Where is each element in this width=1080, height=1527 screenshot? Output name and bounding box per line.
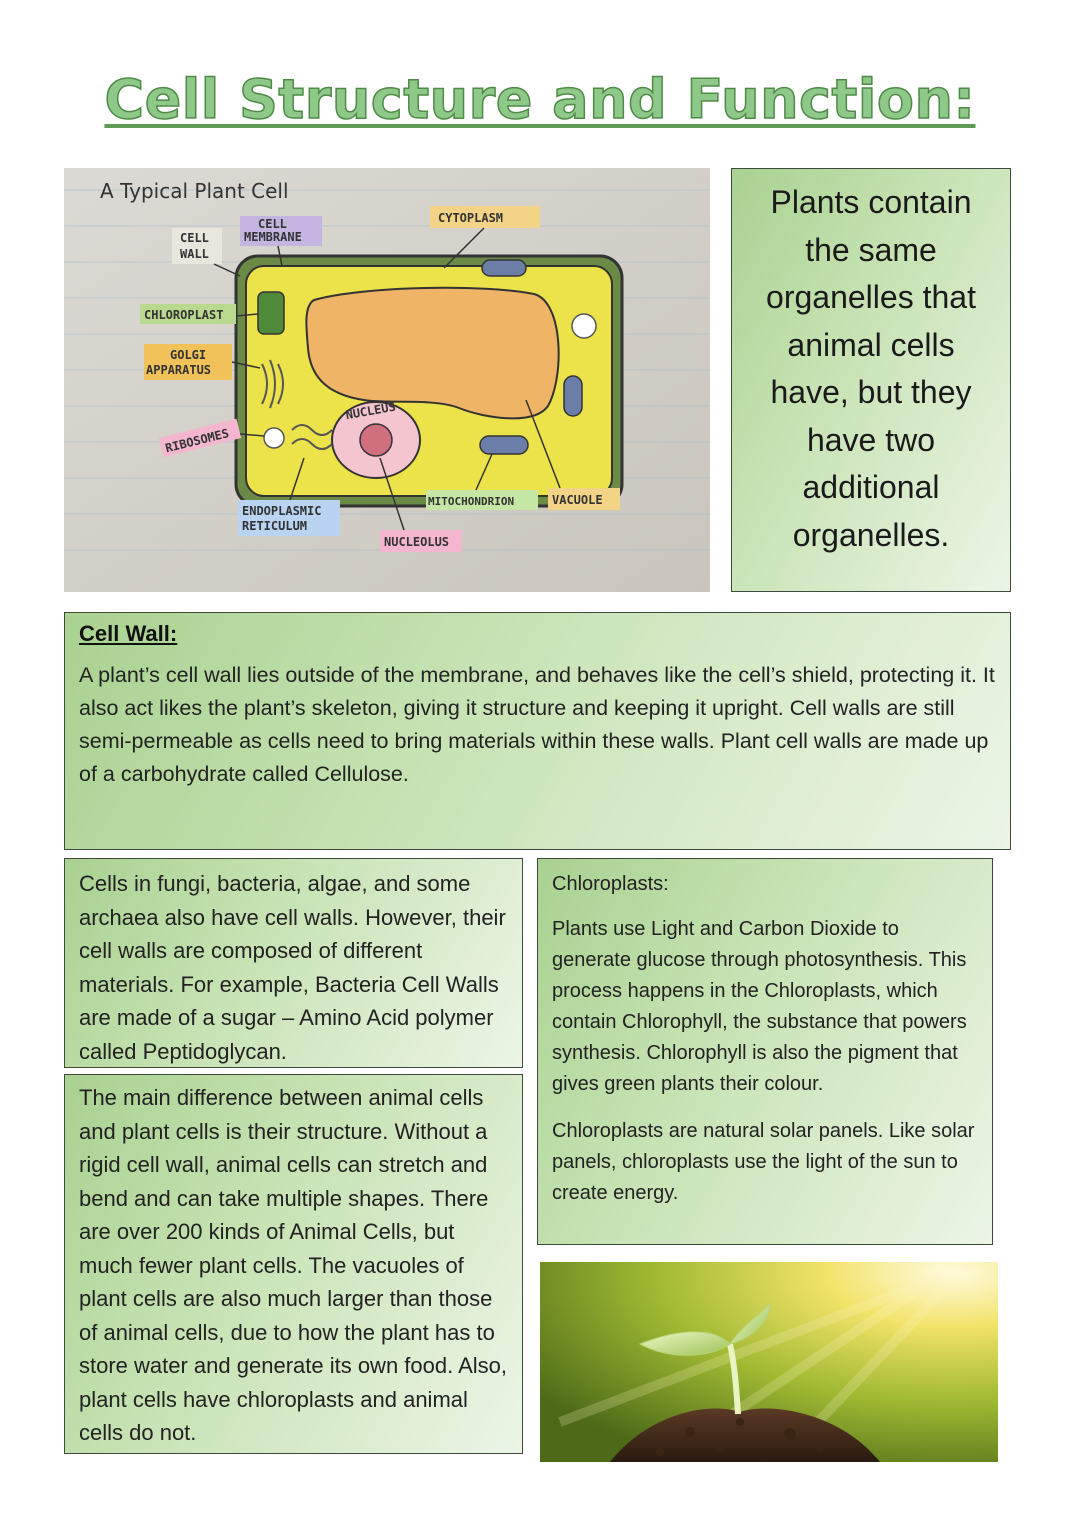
label-nucleus: NUCLEUS [344,399,397,423]
mitochondrion-shape [482,260,526,276]
chloroplast-shape [258,292,284,334]
label-cell-wall-2: WALL [180,247,209,261]
page-title: Cell Structure and Function: [104,68,976,131]
label-er-1: ENDOPLASMIC [242,504,322,518]
label-membrane-2: MEMBRANE [244,230,302,244]
chloroplasts-paragraph-1: Plants use Light and Carbon Dioxide to generate glucose through photosynthesis. This process happens in the Chloroplasts, which contain Chlorophyll, the substance that powers synthesis. Chlorophyll is also the pigment that gives green plants their colour. [552,918,967,1095]
sprout-photo [540,1262,998,1462]
label-vacuole: VACUOLE [552,493,603,507]
cell-wall-section [64,612,1011,850]
label-golgi-1: GOLGI [170,348,207,362]
fungi-cell-walls-text: Cells in fungi, bacteria, algae, and some archaea also have cell walls. However, their cell walls are composed of different materials. For example, Bacteria Cell Walls are made of a sugar – Amino Acid polymer called Peptidoglycan. [64,858,523,1068]
label-cytoplasm: CYTOPLASM [438,211,504,225]
cell-wall-text: A plant’s cell wall lies outside of the membrane, and behaves like the cell’s shield, protecting it. It also act likes the plant’s skeleton, giving it structure and keeping it upright. Cell walls are still semi-permeable as cells need to bring materials within these walls. Plant cell walls are made up of a carbohydrate called Cellulose. [79,663,995,786]
mitochondrion-shape-2 [480,436,528,454]
chloroplasts-paragraph-2: Chloroplasts are natural solar panels. Like solar panels, chloroplasts use the light of the sun to create energy. [552,1120,975,1204]
peroxisome-shape [572,314,596,338]
label-nucleolus: NUCLEOLUS [384,535,450,549]
nucleolus-shape [360,424,392,456]
label-ribosomes: RIBOSOMES [163,426,231,456]
label-membrane-1: CELL [258,217,287,231]
cell-wall-heading: Cell Wall: [79,621,178,646]
ribosome-shape [264,428,284,448]
chloroplasts-heading: Chloroplasts: [552,873,669,895]
label-mitochondrion: MITOCHONDRION [428,495,515,508]
diagram-heading: A Typical Plant Cell [100,179,289,203]
organelles-callout: Plants contain the same organelles that animal cells have, but they have two additional organelles. [731,168,1011,592]
chloroplasts-section [537,858,993,1245]
label-chloroplast: CHLOROPLAST [144,308,224,322]
plant-cell-diagram [64,168,710,592]
label-cell-wall-1: CELL [180,231,209,245]
label-golgi-2: APPARATUS [146,363,212,377]
animal-plant-difference-text: The main difference between animal cells and plant cells is their structure. Without a rigid cell wall, animal cells can stretch and bend and can take multiple shapes. There are over 200 kinds of Animal Cells, but much fewer plant cells. The vacuoles of plant cells are also much larger than those of animal cells, due to how the plant has to store water and generate its own food. Also, plant cells have chloroplasts and animal cells do not. [64,1074,523,1454]
mitochondrion-shape-3 [564,376,582,416]
label-er-2: RETICULUM [242,519,308,533]
